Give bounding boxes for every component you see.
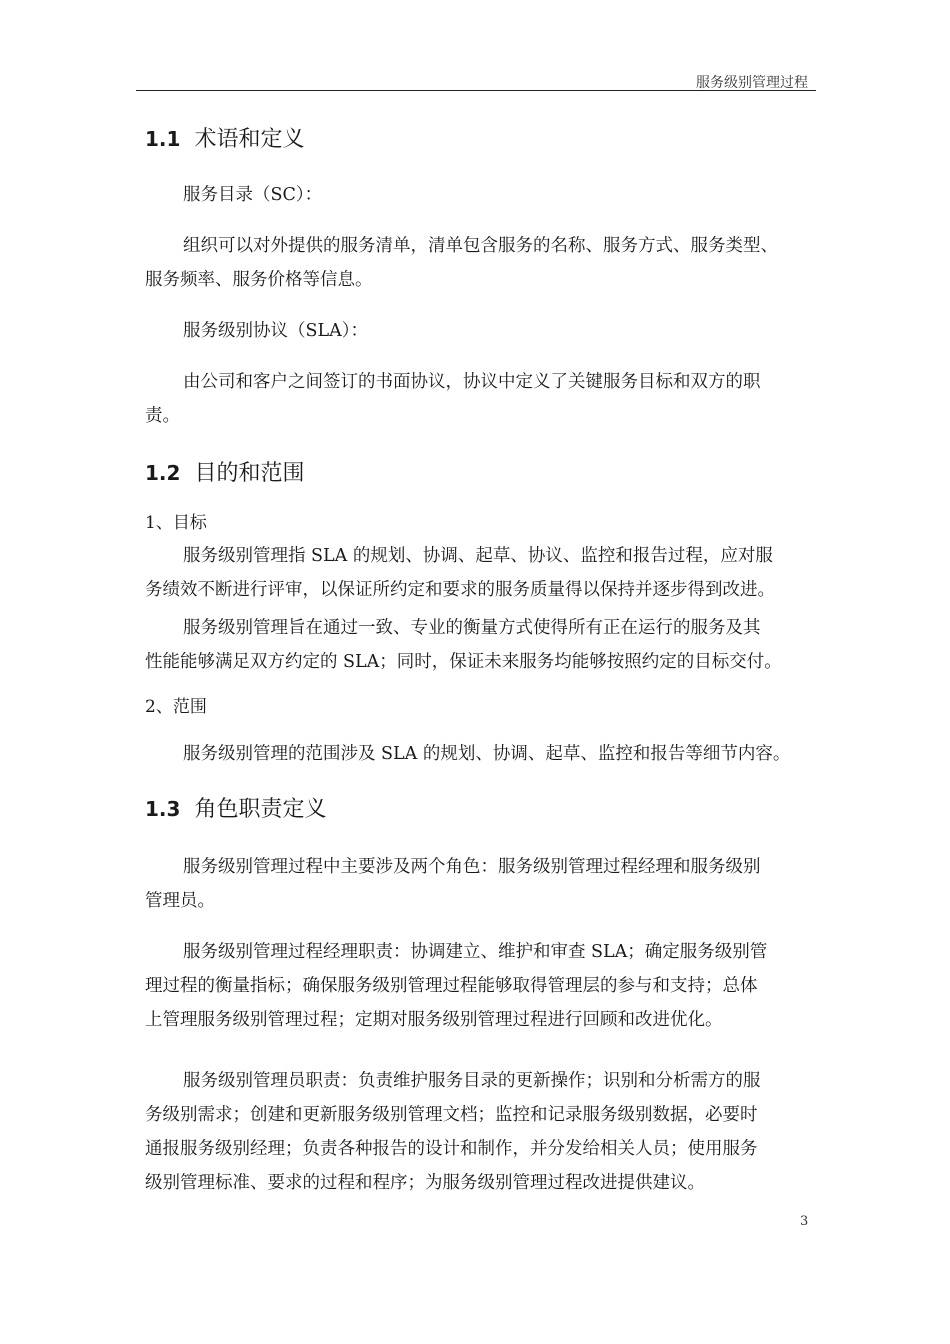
section-number: 1.3 — [145, 797, 181, 821]
text-line: 服务级别管理旨在通过一致、专业的衡量方式使得所有正在运行的服务及其 — [183, 618, 761, 638]
page-header — [136, 70, 816, 91]
definition-sla — [145, 365, 813, 433]
goal-paragraph-2 — [145, 611, 813, 679]
text-line: 由公司和客户之间签订的书面协议，协议中定义了关键服务目标和双方的职 — [183, 372, 761, 392]
section-title: 角色职责定义 — [194, 797, 327, 822]
text-line: 级别管理标准、要求的过程和程序；为服务级别管理过程改进提供建议。 — [145, 1173, 705, 1193]
text-line: 服务频率、服务价格等信息。 — [145, 270, 373, 290]
roles-paragraph-3 — [145, 1064, 813, 1200]
term-label: 服务级别协议（SLA）： — [183, 321, 368, 341]
text-line: 上管理服务级别管理过程；定期对服务级别管理过程进行回顾和改进优化。 — [145, 1010, 723, 1030]
roles-paragraph-1 — [145, 850, 813, 918]
section-number: 1.2 — [145, 461, 181, 485]
text-line: 通报服务级别经理；负责各种报告的设计和制作，并分发给相关人员；使用服务 — [145, 1139, 758, 1159]
section-number: 1.1 — [145, 127, 181, 151]
page-number: 3 — [800, 1214, 809, 1229]
text-line: 管理员。 — [145, 891, 215, 911]
text-line: 理过程的衡量指标；确保服务级别管理过程能够取得管理层的参与和支持；总体 — [145, 976, 758, 996]
section-heading-1-1 — [145, 122, 304, 153]
goal-label: 1、目标 — [145, 513, 207, 533]
term-sc — [145, 178, 851, 212]
text-line: 组织可以对外提供的服务清单，清单包含服务的名称、服务方式、服务类型、 — [183, 236, 778, 256]
text-line: 责。 — [145, 406, 180, 426]
section-heading-1-2 — [145, 456, 304, 487]
text-line: 服务级别管理过程经理职责：协调建立、维护和审查 SLA；确定服务级别管 — [183, 942, 768, 962]
text-line: 服务级别管理员职责：负责维护服务目录的更新操作；识别和分析需方的服 — [183, 1071, 761, 1091]
text-line: 务绩效不断进行评审，以保证所约定和要求的服务质量得以保持并逐步得到改进。 — [145, 580, 775, 600]
section-title: 术语和定义 — [194, 127, 305, 152]
term-label: 服务目录（SC）： — [183, 185, 323, 205]
section-heading-1-3 — [145, 792, 326, 823]
scope-label: 2、范围 — [145, 697, 207, 717]
text-line: 务级别需求；创建和更新服务级别管理文档；监控和记录服务级别数据，必要时 — [145, 1105, 758, 1125]
text-line: 服务级别管理指 SLA 的规划、协调、起草、协议、监控和报告过程，应对服 — [183, 546, 773, 566]
scope-paragraph — [145, 737, 813, 771]
definition-sc — [145, 229, 813, 297]
term-sla — [145, 314, 851, 348]
text-line: 服务级别管理的范围涉及 SLA 的规划、协调、起草、监控和报告等细节内容。 — [183, 744, 791, 764]
goal-paragraph-1 — [145, 539, 813, 607]
roles-paragraph-2 — [145, 935, 813, 1037]
section-title: 目的和范围 — [194, 461, 305, 486]
header-title: 服务级别管理过程 — [696, 75, 808, 91]
text-line: 性能能够满足双方约定的 SLA；同时，保证未来服务均能够按照约定的目标交付。 — [145, 652, 782, 672]
text-line: 服务级别管理过程中主要涉及两个角色：服务级别管理过程经理和服务级别 — [183, 857, 761, 877]
